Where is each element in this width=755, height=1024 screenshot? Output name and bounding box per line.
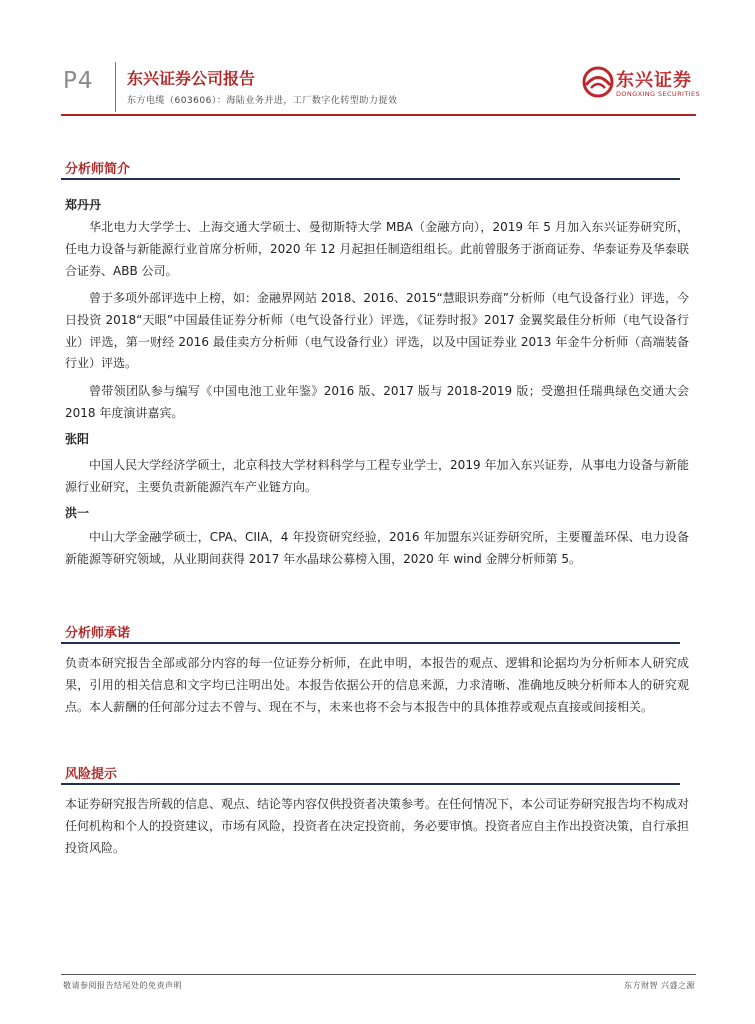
section-rule xyxy=(61,178,680,180)
report-subtitle: 东方电缆（603606）：海陆业务并进，工厂数字化转型助力提效 xyxy=(127,96,398,106)
logo-emblem-icon xyxy=(582,66,614,98)
logo-text-en: DONGXING SECURITIES xyxy=(616,90,701,98)
analyst-name: 张阳 xyxy=(65,432,90,446)
section-rule xyxy=(61,783,680,785)
report-title: 东兴证券公司报告 xyxy=(127,69,256,88)
analyst-name: 洪一 xyxy=(65,506,90,520)
page-number: P4 xyxy=(63,68,94,94)
risk-text: 本证券研究报告所载的信息、观点、结论等内容仅供投资者决策参考。在任何情况下，本公司证券研究报告均不构成对任何机构和个人的投资建议，市场有风险，投资者在决定投资前，务必要审慎。投资者应自主作出投资决策，自行承担投资风险。 xyxy=(65,797,690,855)
commitment-text: 负责本研究报告全部或部分内容的每一位证券分析师，在此申明，本报告的观点、逻辑和论据均为分析师本人研究成果，引用的相关信息和文字均已注明出处。本报告依据公开的信息来源，力求清晰、准确地反映分析师本人的研究观点。本人薪酬的任何部分过去不曾与、现在不与，未来也将不会与本报告中的具体推荐或观点直接或间接相关。 xyxy=(65,656,689,714)
footer-slogan: 东方财智 兴盛之源 xyxy=(623,981,695,990)
header-rule xyxy=(61,114,696,116)
section-title-analyst-intro: 分析师简介 xyxy=(65,162,131,177)
analyst-bio-paragraph: 中山大学金融学硕士，CPA、CIIA，4 年投资研究经验，2016 年加盟东兴证券研究所，主要覆盖环保、电力设备新能源等研究领域，从业期间获得 2017 年水晶球公募榜入围，2020 年 wind 金牌分析师第 5。 xyxy=(65,530,689,566)
analyst-bio-paragraph: 华北电力大学学士、上海交通大学硕士、曼彻斯特大学 MBA（金融方向），2019 年 5 月加入东兴证券研究所，任电力设备与新能源行业首席分析师，2020 年 12 月起担任制造组组长。此前曾服务于浙商证券、华泰证券及华泰联合证券、ABB 公司。 xyxy=(65,220,689,278)
footer-disclaimer-note: 敬请参阅报告结尾处的免责声明 xyxy=(63,981,182,990)
section-title-commitment: 分析师承诺 xyxy=(65,626,131,641)
analyst-name: 郑丹丹 xyxy=(65,198,102,212)
footer-rule xyxy=(61,974,696,975)
analyst-bio-paragraph: 中国人民大学经济学硕士，北京科技大学材料科学与工程专业学士，2019 年加入东兴证券，从事电力设备与新能源行业研究，主要负责新能源汽车产业链方向。 xyxy=(65,458,689,494)
section-rule xyxy=(61,642,680,644)
company-logo xyxy=(582,66,702,102)
logo-text-cn: 东兴证券 xyxy=(616,70,692,91)
analyst-bio-paragraph: 曾带领团队参与编写《中国电池工业年鉴》2016 版、2017 版与 2018-2019 版；受邀担任瑞典绿色交通大会 2018 年度演讲嘉宾。 xyxy=(65,384,689,420)
analyst-bio-paragraph: 曾于多项外部评选中上榜，如：金融界网站 2018、2016、2015“慧眼识券商”分析师（电气设备行业）评选，今日投资 2018“天眼”中国最佳证券分析师（电气设备行业）评选，《证券时报》2017 金翼奖最佳分析师（电气设备行业）评选，第一财经 2016 最佳卖方分析师（电气设备行业）评选，以及中国证券业 2013 年金牛分析师（高端装备行业）评选。 xyxy=(65,291,689,371)
section-title-risk: 风险提示 xyxy=(65,767,118,782)
header-divider xyxy=(115,62,116,112)
